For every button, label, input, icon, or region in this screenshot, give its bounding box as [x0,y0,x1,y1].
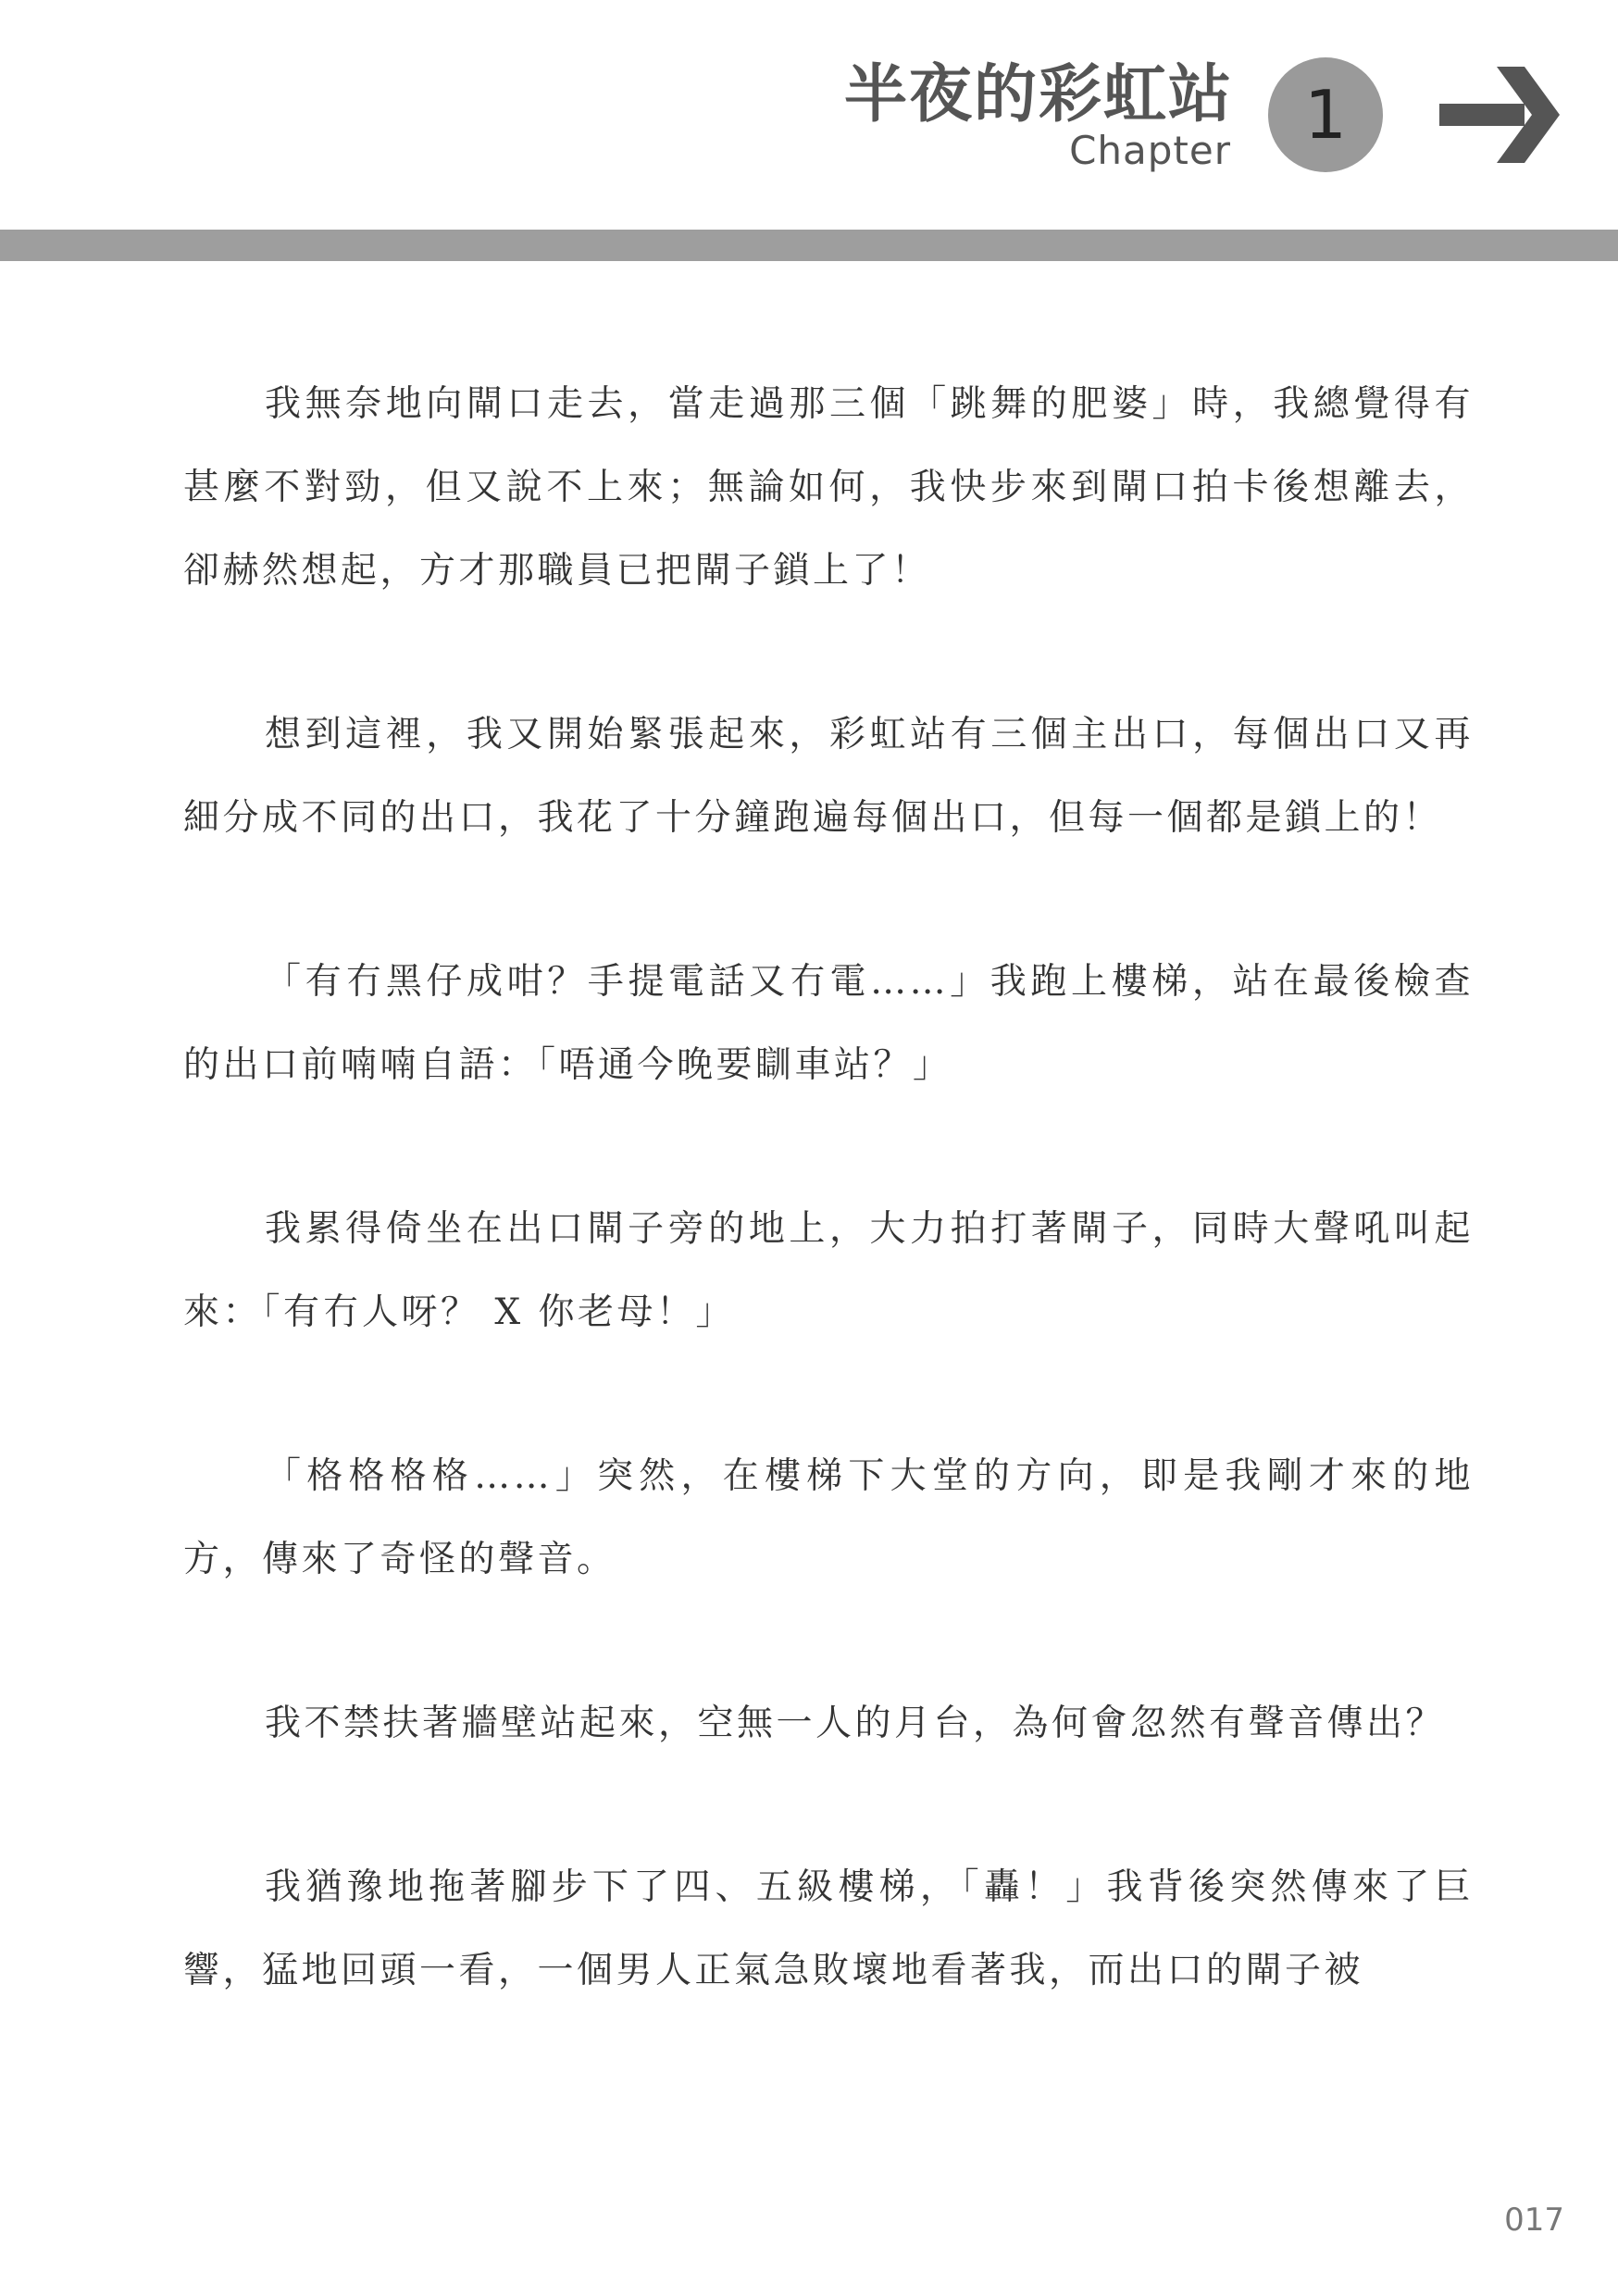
page-number: 017 [1504,2202,1564,2239]
right-arrow-icon [1439,67,1560,163]
paragraph: 我不禁扶著牆壁站起來，空無一人的月台，為何會忽然有聲音傳出？ [265,1703,1446,1744]
paragraph: 我猶豫地拖著腳步下了四、五級樓梯，「轟！」我背後突然傳來了巨響，猛地回頭一看，一個男人正氣急敗壞地看著我，而出口的閘子被 [183,1866,1474,1991]
paragraph: 我累得倚坐在出口閘子旁的地上，大力拍打著閘子，同時大聲吼叫起來：「有冇人呀？ X 你老母！」 [183,1208,1474,1333]
chapter-label: Chapter [1069,128,1231,173]
paragraph: 想到這裡，我又開始緊張起來，彩虹站有三個主出口，每個出口又再細分成不同的出口，我花了十分鐘跑遍每個出口，但每一個都是鎖上的！ [183,714,1474,839]
paragraph: 「有冇黑仔成咁？手提電話又冇電……」我跑上樓梯，站在最後檢查的出口前喃喃自語：「唔通今晚要瞓車站？」 [183,961,1474,1086]
chapter-title: 半夜的彩虹站 [843,57,1233,131]
paragraph: 我無奈地向閘口走去，當走過那三個「跳舞的肥婆」時，我總覺得有甚麼不對勁，但又說不上來；無論如何，我快步來到閘口拍卡後想離去，卻赫然想起，方才那職員已把閘子鎖上了！ [183,383,1474,592]
chapter-number-badge: 1 [1268,57,1383,172]
body-text [183,363,1474,2093]
header-divider-bar [0,230,1618,261]
paragraph: 「格格格格……」突然，在樓梯下大堂的方向，即是我剛才來的地方，傳來了奇怪的聲音。 [183,1455,1474,1580]
chapter-header [0,0,1618,222]
